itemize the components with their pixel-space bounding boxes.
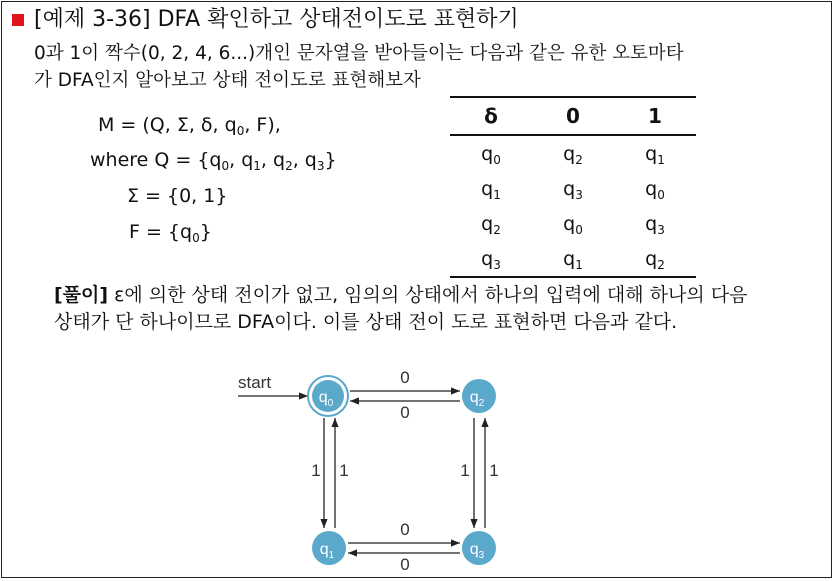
edge-label-q3-q2: 1 (489, 461, 499, 480)
table-cell-state: $q_1$ (481, 177, 501, 202)
solution-label: [풀이] (54, 284, 109, 306)
table-cell-on0: $q_0$ (563, 212, 583, 237)
header-delta: δ (450, 97, 532, 135)
state-q1 (312, 531, 346, 565)
edge-label-q0-q1: 1 (311, 461, 321, 480)
svg-text:q2: $q_2$ (469, 389, 485, 409)
table-cell-on1: $q_0$ (645, 177, 665, 202)
edge-label-q1-q0: 1 (339, 461, 349, 480)
start-label: start (238, 373, 272, 392)
solution-line-1: [풀이] ε에 의한 상태 전이가 없고, 임의의 상태에서 하나의 입력에 대해 하나의 다음 (54, 284, 748, 306)
alphabet-definition: Σ = {0, 1} (127, 185, 228, 207)
svg-text:q1: $q_1$ (319, 541, 335, 561)
slide-title: [예제 3-36] DFA 확인하고 상태전이도로 표현하기 (34, 7, 519, 32)
state-q3 (462, 531, 496, 565)
svg-text:q0: $q_0$ (318, 389, 334, 409)
table-cell-state: $q_3$ (450, 241, 532, 277)
edge-label-q3-q1: 0 (400, 555, 410, 574)
state-q0 (308, 376, 348, 416)
state-set-definition: where $Q = \{q_0$, $q_1$, $q_2$, $q_3$} (90, 149, 337, 173)
problem-line-1: 0과 1이 짝수(0, 2, 4, 6...)개인 문자열을 받아들이는 다음과 같은 유한 오토마타 (34, 43, 684, 64)
table-cell-on1: $q_3$ (645, 212, 665, 237)
header-input-1: 1 (614, 97, 696, 135)
table-cell-state: $q_2$ (481, 212, 501, 237)
edge-label-q1-q3: 0 (400, 520, 410, 539)
table-cell-on1: $q_1$ (645, 142, 665, 167)
edge-label-q2-q3: 1 (460, 461, 470, 480)
problem-line-2: 가 DFA인지 알아보고 상태 전이도로 표현해보자 (34, 70, 421, 91)
table-cell-on0: $q_2$ (563, 142, 583, 167)
table-cell-on0: $q_1$ (532, 241, 614, 277)
svg-text:q3: $q_3$ (469, 541, 485, 561)
machine-definition: M = (Q, Σ, δ, $q_0$, F), (98, 114, 281, 138)
final-state-definition: $F = \{q_0\}$ (129, 221, 212, 245)
table-cell-state: $q_0$ (481, 142, 501, 167)
solution-line-2: 상태가 단 하나이므로 DFA이다. 이를 상태 전이 도로 표현하면 다음과 같다. (54, 311, 678, 333)
table-cell-on0: $q_3$ (563, 177, 583, 202)
edge-label-q0-q2: 0 (400, 368, 410, 387)
edge-label-q2-q0: 0 (400, 403, 410, 422)
state-q2 (462, 379, 496, 413)
table-cell-on1: $q_2$ (614, 241, 696, 277)
header-input-0: 0 (532, 97, 614, 135)
